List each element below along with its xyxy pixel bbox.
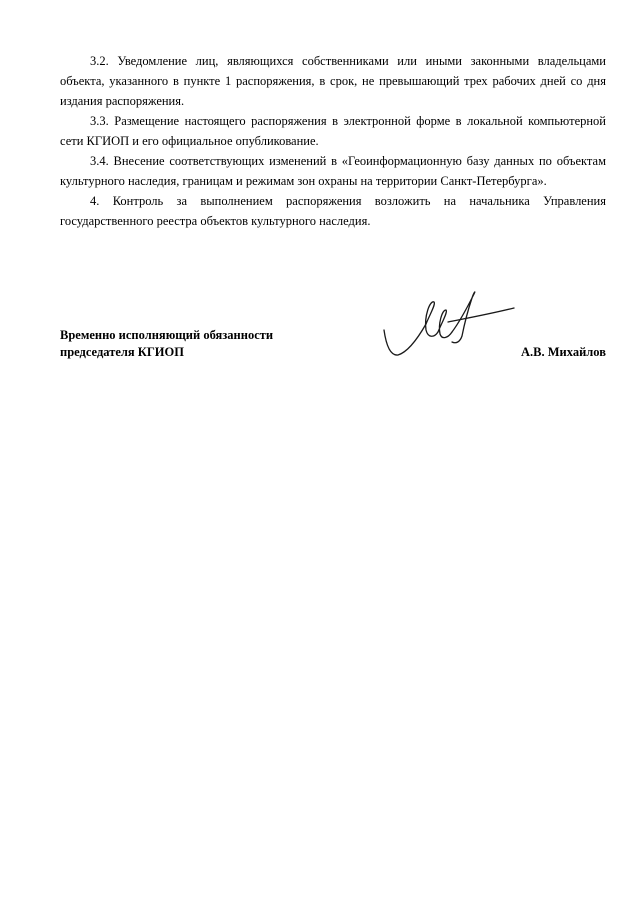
signature-block bbox=[60, 327, 606, 367]
signer-title-line-2: председателя КГИОП bbox=[60, 345, 184, 359]
signer-name: А.В. Михайлов bbox=[521, 345, 606, 359]
signer-title bbox=[60, 327, 273, 361]
paragraph-3-4: 3.4. Внесение соответствующих изменений в «Геоинформационную базу данных по объектам культурного наследия, границам и режимам зон охраны на территории Санкт-Петербурга». bbox=[60, 154, 606, 188]
paragraph-3-3: 3.3. Размещение настоящего распоряжения в электронной форме в локальной компьютерной сети КГИОП и его официальное опубликование. bbox=[60, 114, 606, 148]
paragraph-4: 4. Контроль за выполнением распоряжения возложить на начальника Управления государственного реестра объектов культурного наследия. bbox=[60, 194, 606, 228]
signer-title-line-1: Временно исполняющий обязанности bbox=[60, 328, 274, 342]
document-body bbox=[60, 51, 606, 231]
paragraph-3-2: 3.2. Уведомление лиц, являющихся собственниками или иными законными владельцами объекта, указанного в пункте 1 распоряжения, в срок, не превышающий трех рабочих дней со дня издания распоряжения. bbox=[60, 54, 606, 108]
